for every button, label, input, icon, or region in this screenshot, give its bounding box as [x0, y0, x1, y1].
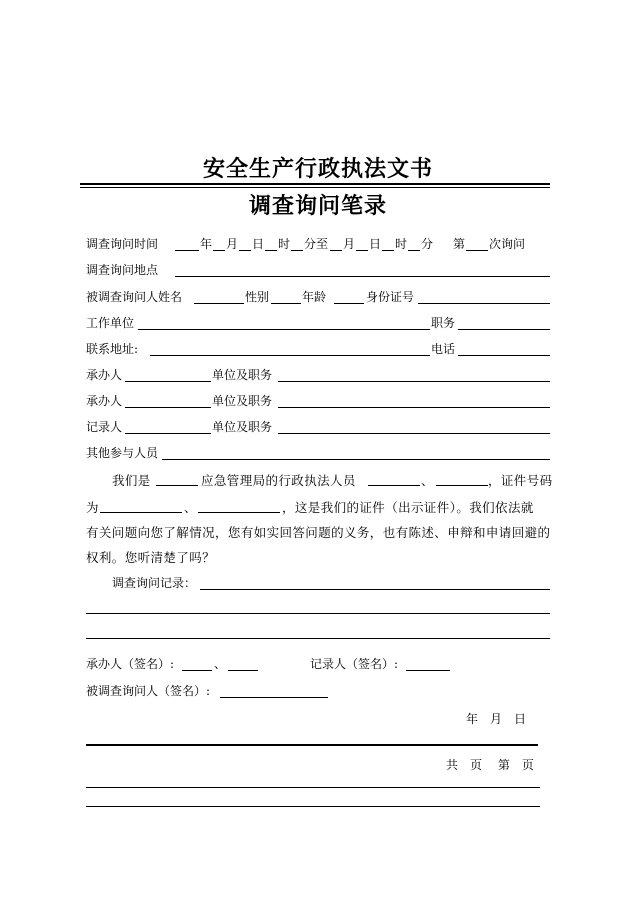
day2-unit: 日 — [369, 237, 382, 251]
month-unit: 月 — [226, 237, 239, 251]
others-field[interactable] — [162, 459, 550, 460]
bureau-field[interactable] — [156, 485, 198, 486]
year-field[interactable] — [175, 250, 199, 251]
handler1-label: 承办人 — [86, 368, 123, 382]
unit-duty3-label: 单位及职务 — [212, 420, 273, 434]
unit-duty1-label: 单位及职务 — [212, 368, 273, 382]
statement-line1-b: 应急管理局的行政执法人员 — [201, 473, 356, 488]
recorder-sign-field[interactable] — [406, 670, 450, 671]
signature-rule — [86, 744, 538, 746]
time-label: 调查询问时间 — [86, 237, 159, 251]
handler-sign2-field[interactable] — [228, 670, 258, 671]
day2-field[interactable] — [356, 250, 368, 251]
minute-field[interactable] — [291, 250, 303, 251]
hour-field[interactable] — [265, 250, 277, 251]
footer-line-2 — [86, 806, 540, 807]
unit-duty2-field[interactable] — [278, 407, 550, 408]
interviewee-sign-field[interactable] — [220, 697, 328, 698]
age-field[interactable] — [334, 303, 364, 304]
handler2-label: 承办人 — [86, 394, 123, 408]
nth-prefix: 第 — [453, 237, 466, 251]
nth-field[interactable] — [466, 250, 488, 251]
duty-field[interactable] — [458, 329, 550, 330]
work-unit-field[interactable] — [138, 329, 430, 330]
interviewee-name-label: 被调查询问人姓名 — [86, 290, 183, 304]
recorder-field[interactable] — [125, 433, 211, 434]
nth-suffix: 次询问 — [489, 237, 526, 251]
record-line-2[interactable] — [86, 613, 550, 614]
age-label: 年龄 — [302, 290, 327, 304]
recorder-sign-label: 记录人（签名）: — [310, 657, 399, 671]
gender-label: 性别 — [245, 290, 270, 304]
duty-label: 职务 — [431, 316, 456, 330]
document-subtitle: 调查询问笔录 — [248, 193, 387, 219]
handler1-field[interactable] — [125, 381, 211, 382]
place-field[interactable] — [175, 276, 550, 277]
place-label: 调查询问地点 — [86, 263, 159, 277]
date-text: 年 月 日 — [466, 712, 527, 726]
id-label: 身份证号 — [366, 290, 415, 304]
handler-sign-label: 承办人（签名）: — [86, 657, 175, 671]
statement-line2-sep: 、 — [184, 500, 197, 515]
unit-duty1-field[interactable] — [278, 381, 550, 382]
statement-line1-sep: 、 — [421, 473, 434, 488]
hour-unit: 时 — [278, 237, 291, 251]
phone-field[interactable] — [458, 355, 550, 356]
month-field[interactable] — [213, 250, 225, 251]
officer2-field[interactable] — [436, 485, 488, 486]
page-count-text: 共 页 第 页 — [446, 758, 534, 772]
handler-sign-sep: 、 — [214, 657, 227, 671]
others-label: 其他参与人员 — [86, 446, 159, 460]
phone-label: 电话 — [431, 342, 456, 356]
officer1-field[interactable] — [368, 485, 420, 486]
record-label: 调查询问记录： — [112, 576, 197, 590]
year-unit: 年 — [200, 237, 213, 251]
month2-field[interactable] — [330, 250, 342, 251]
footer-line-1 — [86, 787, 540, 788]
title-rule-bottom — [80, 187, 550, 188]
statement-line1-a: 我们是 — [112, 473, 151, 488]
record-line-3[interactable] — [86, 638, 550, 639]
statement-line3: 有关问题向您了解情况，您有如实回答问题的义务，也有陈述、申辩和申请回避的 — [86, 525, 551, 540]
minute-to-unit: 分至 — [304, 237, 329, 251]
month2-unit: 月 — [343, 237, 356, 251]
id-field[interactable] — [418, 303, 550, 304]
unit-duty2-label: 单位及职务 — [212, 394, 273, 408]
gender-field[interactable] — [271, 303, 301, 304]
handler2-field[interactable] — [125, 407, 211, 408]
handler-sign1-field[interactable] — [182, 670, 212, 671]
address-label: 联系地址: — [86, 342, 139, 356]
document-title: 安全生产行政执法文书 — [202, 156, 433, 182]
cert2-field[interactable] — [198, 512, 280, 513]
statement-line2-a: 为 — [86, 500, 99, 515]
work-unit-label: 工作单位 — [86, 316, 135, 330]
cert1-field[interactable] — [100, 512, 182, 513]
unit-duty3-field[interactable] — [278, 433, 550, 434]
title-rule-top — [80, 183, 550, 185]
minute2-unit: 分 — [421, 237, 434, 251]
day-unit: 日 — [252, 237, 265, 251]
interviewee-sign-label: 被调查询问人（签名）: — [86, 684, 211, 698]
interviewee-name-field[interactable] — [194, 303, 244, 304]
record-line-1[interactable] — [200, 589, 550, 590]
statement-line1-c: ，证件号码 — [488, 473, 553, 488]
recorder-label: 记录人 — [86, 420, 123, 434]
statement-line2-b: ，这是我们的证件（出示证件）。我们依法就 — [282, 500, 534, 515]
day-field[interactable] — [239, 250, 251, 251]
minute2-field[interactable] — [408, 250, 420, 251]
address-field[interactable] — [150, 355, 430, 356]
statement-line4: 权利。您听清楚了吗？ — [86, 550, 216, 565]
hour2-unit: 时 — [395, 237, 408, 251]
hour2-field[interactable] — [382, 250, 394, 251]
